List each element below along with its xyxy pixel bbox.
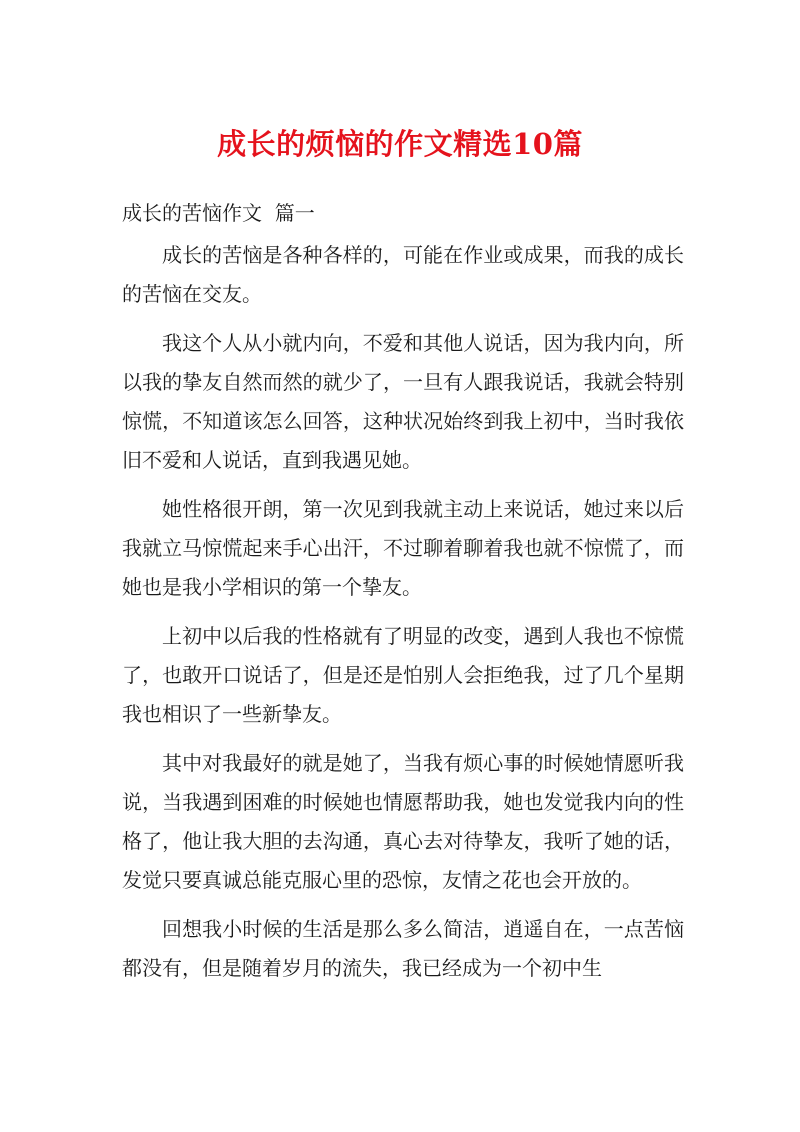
document-title: 成长的烦恼的作文精选10篇: [217, 127, 583, 161]
paragraph: 上初中以后我的性格就有了明显的改变，遇到人我也不惊慌了，也敢开口说话了，但是还是怕别人会拒绝我，过了几个星期我也相识了一些新挚友。: [122, 624, 684, 726]
paragraph: 她性格很开朗，第一次见到我就主动上来说话，她过来以后我就立马惊慌起来手心出汗，不过聊着聊着我也就不惊慌了，而她也是我小学相识的第一个挚友。: [122, 497, 684, 599]
paragraph: 其中对我最好的就是她了，当我有烦心事的时候她情愿听我说，当我遇到困难的时候她也情愿帮助我，她也发觉我内向的性格了，他让我大胆的去沟通，真心去对待挚友，我听了她的话，发觉只要真诚总能克服心里的恐惊，友情之花也会开放的。: [122, 751, 684, 892]
paragraph: 我这个人从小就内向，不爱和其他人说话，因为我内向，所以我的挚友自然而然的就少了，一旦有人跟我说话，我就会特别惊慌，不知道该怎么回答，这种状况始终到我上初中，当时我依旧不爱和人说话，直到我遇见她。: [122, 331, 684, 472]
document-body: [122, 196, 684, 998]
section-heading: 成长的苦恼作文 篇一: [122, 201, 315, 225]
paragraph: 回想我小时候的生活是那么多么简洁，逍遥自在，一点苦恼都没有，但是随着岁月的流失，我已经成为一个初中生: [122, 917, 684, 980]
paragraph: 成长的苦恼是各种各样的，可能在作业或成果，而我的成长的苦恼在交友。: [122, 243, 684, 306]
